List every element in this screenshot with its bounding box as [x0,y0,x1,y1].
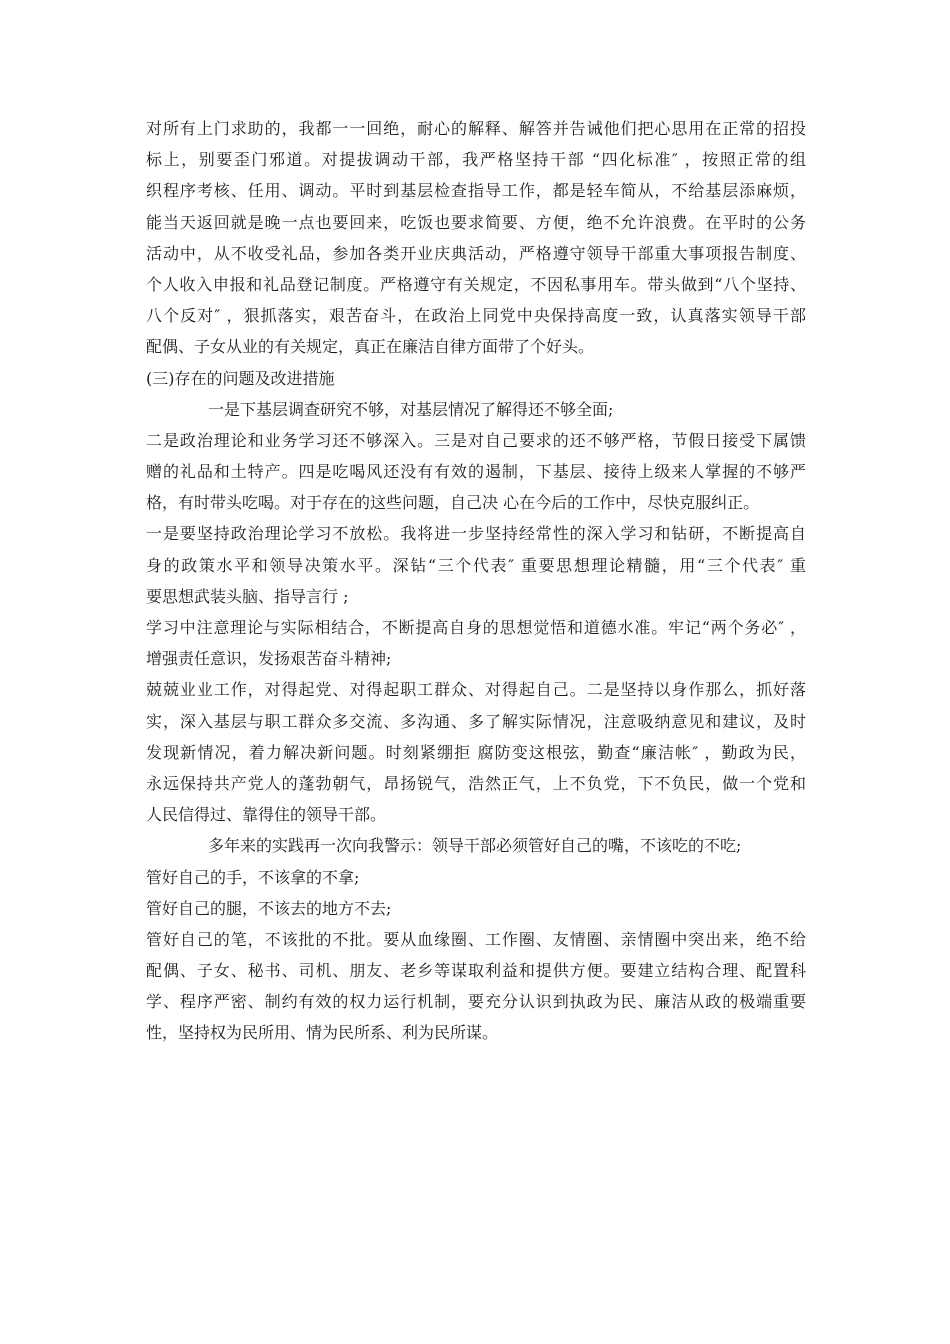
text-line: 活动中，从不收受礼品，参加各类开业庆典活动，严格遵守领导干部重大事项报告制度、 [146,243,806,263]
text-line: 二是政治理论和业务学习还不够深入。三是对自己要求的还不够严格，节假日接受下属馈 [146,430,806,450]
text-line: 永远保持共产党人的蓬勃朝气，昂扬锐气，浩然正气，上不负党，下不负民，做一个党和 [146,773,806,793]
text-line: 能当天返回就是晚一点也要回来，吃饭也要求简要、方便，绝不允许浪费。在平时的公务 [146,212,806,232]
document-body [146,113,806,1049]
text-line: 管好自己的手，不该拿的不拿; [146,867,360,887]
text-line: 多年来的实践再一次向我警示：领导干部必须管好自己的嘴，不该吃的不吃; [208,836,742,856]
text-line: 性，坚持权为民所用、情为民所系、利为民所谋。 [146,1023,499,1043]
text-line: 管好自己的腿，不该去的地方不去; [146,898,392,918]
text-line: 一是下基层调查研究不够，对基层情况了解得还不够全面; [208,399,614,419]
text-line: 实，深入基层与职工群众多交流、多沟通、多了解实际情况，注意吸纳意见和建议，及时 [146,711,806,731]
text-line: 管好自己的笔，不该批的不批。要从血缘圈、工作圈、友情圈、亲情圈中突出来，绝不给 [146,929,806,949]
text-line: 八个反对″ ，狠抓落实，艰苦奋斗，在政治上同党中央保持高度一致，认真落实领导干部 [146,306,806,326]
text-line: 配偶、子女、秘书、司机、朋友、老乡等谋取利益和提供方便。要建立结构合理、配置科 [146,961,806,981]
text-line: 配偶、子女从业的有关规定，真正在廉洁自律方面带了个好头。 [146,337,595,357]
text-line: 学、程序严密、制约有效的权力运行机制，要充分认识到执政为民、廉洁从政的极端重要 [146,992,806,1012]
text-line: 发现新情况，着力解决新问题。时刻紧绷拒 腐防变这根弦，勤查“廉洁帐″ ，勤政为民， [146,742,806,762]
text-line: 对所有上门求助的，我都一一回绝，耐心的解释、解答并告诫他们把心思用在正常的招投 [146,119,806,138]
text-line: 格，有时带头吃喝。对于存在的这些问题，自己决 心在今后的工作中，尽快克服纠正。 [146,493,760,513]
section-heading: (三)存在的问题及改进措施 [146,368,335,388]
text-line: 标上，别要歪门邪道。对提拔调动干部，我严格坚持干部 “四化标准″ ，按照正常的组 [146,150,806,170]
text-line: 身的政策水平和领导决策水平。深钻“三个代表″ 重要思想理论精髓，用“三个代表″ 重 [146,555,806,575]
text-line: 一是要坚持政治理论学习不放松。我将进一步坚持经常性的深入学习和钻研，不断提高自 [146,524,806,544]
text-line: 赠的礼品和土特产。四是吃喝风还没有有效的遏制，下基层、接待上级来人掌握的不够严 [146,462,806,482]
text-line: 要思想武装头脑、指导言行 ; [146,586,349,606]
text-line: 学习中注意理论与实际相结合，不断提高自身的思想觉悟和道德水准。牢记“两个务必″ ， [146,618,806,637]
text-line: 兢兢业业工作，对得起党、对得起职工群众、对得起自己。二是坚持以身作那么，抓好落 [146,680,806,700]
text-line: 个人收入申报和礼品登记制度。严格遵守有关规定，不因私事用车。带头做到“八个坚持、 [146,274,806,294]
text-line: 人民信得过、靠得住的领导干部。 [146,805,387,825]
text-line: 织程序考核、任用、调动。平时到基层检查指导工作，都是轻车简从，不给基层添麻烦， [146,181,806,201]
text-line: 增强责任意识，发扬艰苦奋斗精神; [146,649,392,669]
